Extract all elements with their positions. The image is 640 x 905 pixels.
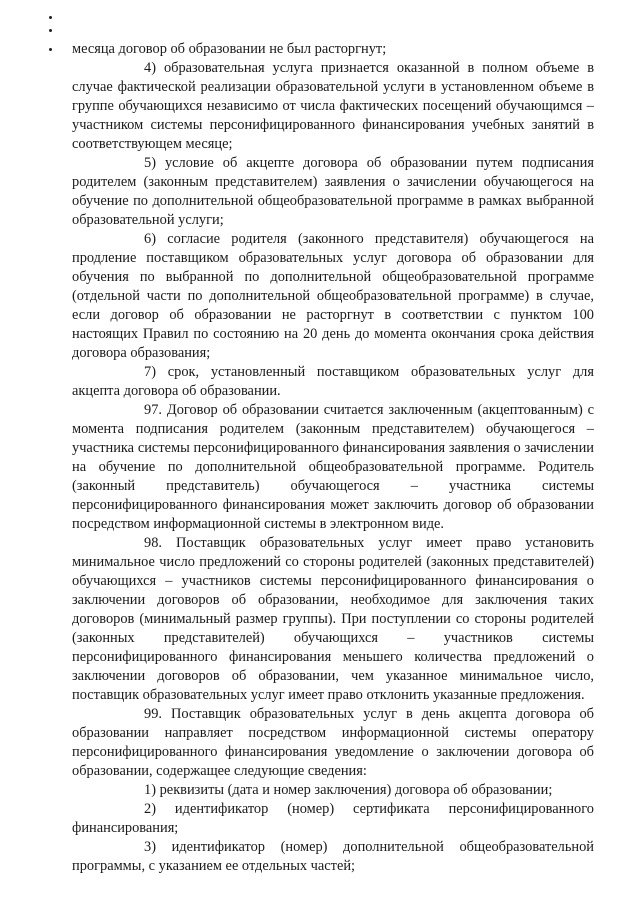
- paragraph-text: Договор об образовании считается заключенным (акцептованным) с момента подписания родителем (законным представителем) обучающегося – участника системы персонифицированного финансирования заявления о зачислении на обучение по дополнительной общеобразовательной программе. Родитель (законный представитель) обучающегося – участника системы персонифицированного финансирования может заключить договор об образовании посредством информационной системы в электронном виде.: [72, 402, 594, 532]
- paragraph-item-7: [72, 363, 594, 401]
- margin-bullet-1: [49, 16, 52, 19]
- item-number: 3): [144, 839, 156, 855]
- paragraph-text: идентификатор (номер) дополнительной общеобразовательной программы, с указанием ее отдельных частей;: [72, 839, 594, 874]
- paragraph-clause-98: [72, 534, 594, 705]
- item-number: 5): [144, 155, 156, 171]
- paragraph-text: идентификатор (номер) сертификата персонифицированного финансирования;: [72, 801, 594, 836]
- clause-number: 97.: [144, 402, 162, 418]
- clause-number: 98.: [144, 535, 162, 551]
- paragraph-item-5: [72, 154, 594, 230]
- paragraph-clause-99: [72, 705, 594, 781]
- clause-number: 99.: [144, 706, 162, 722]
- paragraph-subitem-3: [72, 838, 594, 876]
- item-number: 4): [144, 60, 156, 76]
- margin-bullet-2: [49, 29, 52, 32]
- paragraph-subitem-1: [72, 781, 594, 800]
- paragraph-continuation: [72, 40, 594, 59]
- paragraph-text: реквизиты (дата и номер заключения) договора об образовании;: [159, 782, 553, 798]
- paragraph-item-4: [72, 59, 594, 154]
- paragraph-text: Поставщик образовательных услуг в день акцепта договора об образовании направляет посредством информационной системы оператору персонифицированного финансирования уведомление о заключении договора об образовании, содержащее следующие сведения:: [72, 706, 594, 779]
- paragraph-clause-97: [72, 401, 594, 534]
- item-number: 7): [144, 364, 156, 380]
- paragraph-text: месяца договор об образовании не был расторгнут;: [72, 41, 387, 57]
- paragraph-text: образовательная услуга признается оказанной в полном объеме в случае фактической реализации образовательной услуги в установленном объеме в группе обучающихся независимо от числа фактических посещений обучающимся – участником системы персонифицированного финансирования учебных занятий в соответствующем месяце;: [72, 60, 594, 152]
- item-number: 6): [144, 231, 156, 247]
- paragraph-subitem-2: [72, 800, 594, 838]
- paragraph-text: Поставщик образовательных услуг имеет право установить минимальное число предложений со стороны родителей (законных представителей) обучающихся – участников системы персонифицированного финансирования о заключении договоров об образовании, необходимое для заключения таких договоров (минимальный размер группы). При поступлении со стороны родителей (законных представителей) обучающихся – участников системы персонифицированного финансирования меньшего количества предложений о заключении договоров об образовании, чем указанное минимальное число, поставщик образовательных услуг имеет право отклонить указанные предложения.: [72, 535, 594, 703]
- item-number: 2): [144, 801, 156, 817]
- paragraph-text: срок, установленный поставщиком образовательных услуг для акцепта договора об образовании.: [72, 364, 594, 399]
- document-body: [72, 40, 594, 876]
- paragraph-text: согласие родителя (законного представителя) обучающегося на продление поставщиком образовательных услуг договора об образовании для обучения по выбранной по дополнительной общеобразовательной программе (отдельной части по дополнительной общеобразовательной программе) в случае, если договор об образовании не расторгнут в соответствии с пунктом 100 настоящих Правил по состоянию на 20 день до момента окончания срока действия договора образования;: [72, 231, 594, 361]
- margin-bullet-3: [49, 48, 52, 51]
- paragraph-item-6: [72, 230, 594, 363]
- item-number: 1): [144, 782, 156, 798]
- paragraph-text: условие об акцепте договора об образовании путем подписания родителем (законным представителем) заявления о зачислении обучающегося на обучение по дополнительной общеобразовательной программе в рамках выбранной образовательной услуги;: [72, 155, 594, 228]
